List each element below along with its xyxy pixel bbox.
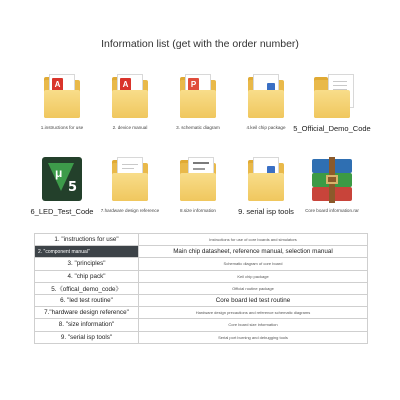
file-name: 2. device manual (112, 125, 148, 130)
table-cell-item: 1. "instructions for use" (35, 234, 139, 246)
doc-folder-icon (244, 155, 288, 205)
file-name: 7.hardware design reference (100, 208, 160, 213)
table-cell-item: 7."hardware design reference" (35, 307, 139, 319)
file-item-core-board-rar[interactable] (292, 155, 372, 214)
table-row (35, 246, 368, 258)
table-row (35, 258, 368, 270)
file-name: 3. schematic diagram (176, 125, 220, 130)
page-title: Information list (get with the order number) (101, 38, 299, 50)
table-cell-item: 4. "chip pack" (35, 270, 139, 282)
folder-icon (108, 155, 152, 205)
file-name: 8.size information (179, 208, 216, 213)
table-row (35, 331, 368, 343)
pdf-folder-icon: A (108, 72, 152, 122)
table-cell-item: 6. "led test routine" (35, 294, 139, 306)
file-name: 9. serial isp tools (238, 207, 294, 216)
table-cell-item: 8. "size information" (35, 319, 139, 331)
file-name: Core board information.rar (305, 208, 359, 213)
file-name: 5_Official_Demo_Code (293, 124, 371, 133)
table-cell-description: Keil chip package (139, 270, 368, 282)
table-row (35, 234, 368, 246)
table-cell-item: 5.《offical_demo_code》 (35, 282, 139, 294)
table-cell-description: Serial port burning and debugging tools (139, 331, 368, 343)
folder-icon (310, 72, 354, 122)
winrar-icon (310, 155, 354, 205)
table-row (35, 319, 368, 331)
table-row (35, 294, 368, 306)
table-cell-description: Hardware design precautions and reference schematic diagrams (139, 307, 368, 319)
table-cell-description: Core board size information (139, 319, 368, 331)
keil-icon: μ 5 (40, 155, 84, 205)
table-cell-description: Schematic diagram of core board (139, 258, 368, 270)
table-row (35, 270, 368, 282)
table-cell-description: Official routine package (139, 282, 368, 294)
table-cell-description: Main chip datasheet, reference manual, selection manual (139, 246, 368, 258)
table-row (35, 282, 368, 294)
table-cell-description: Instructions for use of core boards and simulators (139, 234, 368, 246)
table-cell-item: 3. "principles" (35, 258, 139, 270)
pdf-folder-icon: A (40, 72, 84, 122)
table-row (35, 307, 368, 319)
info-table (34, 233, 368, 344)
file-name: 4.keil chip package (246, 125, 286, 130)
pdf-folder-icon: P (176, 72, 220, 122)
table-cell-description: Core board led test routine (139, 294, 368, 306)
table-cell-item: 9. "serial isp tools" (35, 331, 139, 343)
file-name: 6_LED_Test_Code (30, 207, 94, 216)
file-item-official-demo[interactable] (292, 72, 372, 133)
table-cell-item: 2. "component manual" (35, 246, 139, 258)
doc-folder-icon (244, 72, 288, 122)
image-folder-icon (176, 155, 220, 205)
file-name: 1.instructions for use (40, 125, 84, 130)
